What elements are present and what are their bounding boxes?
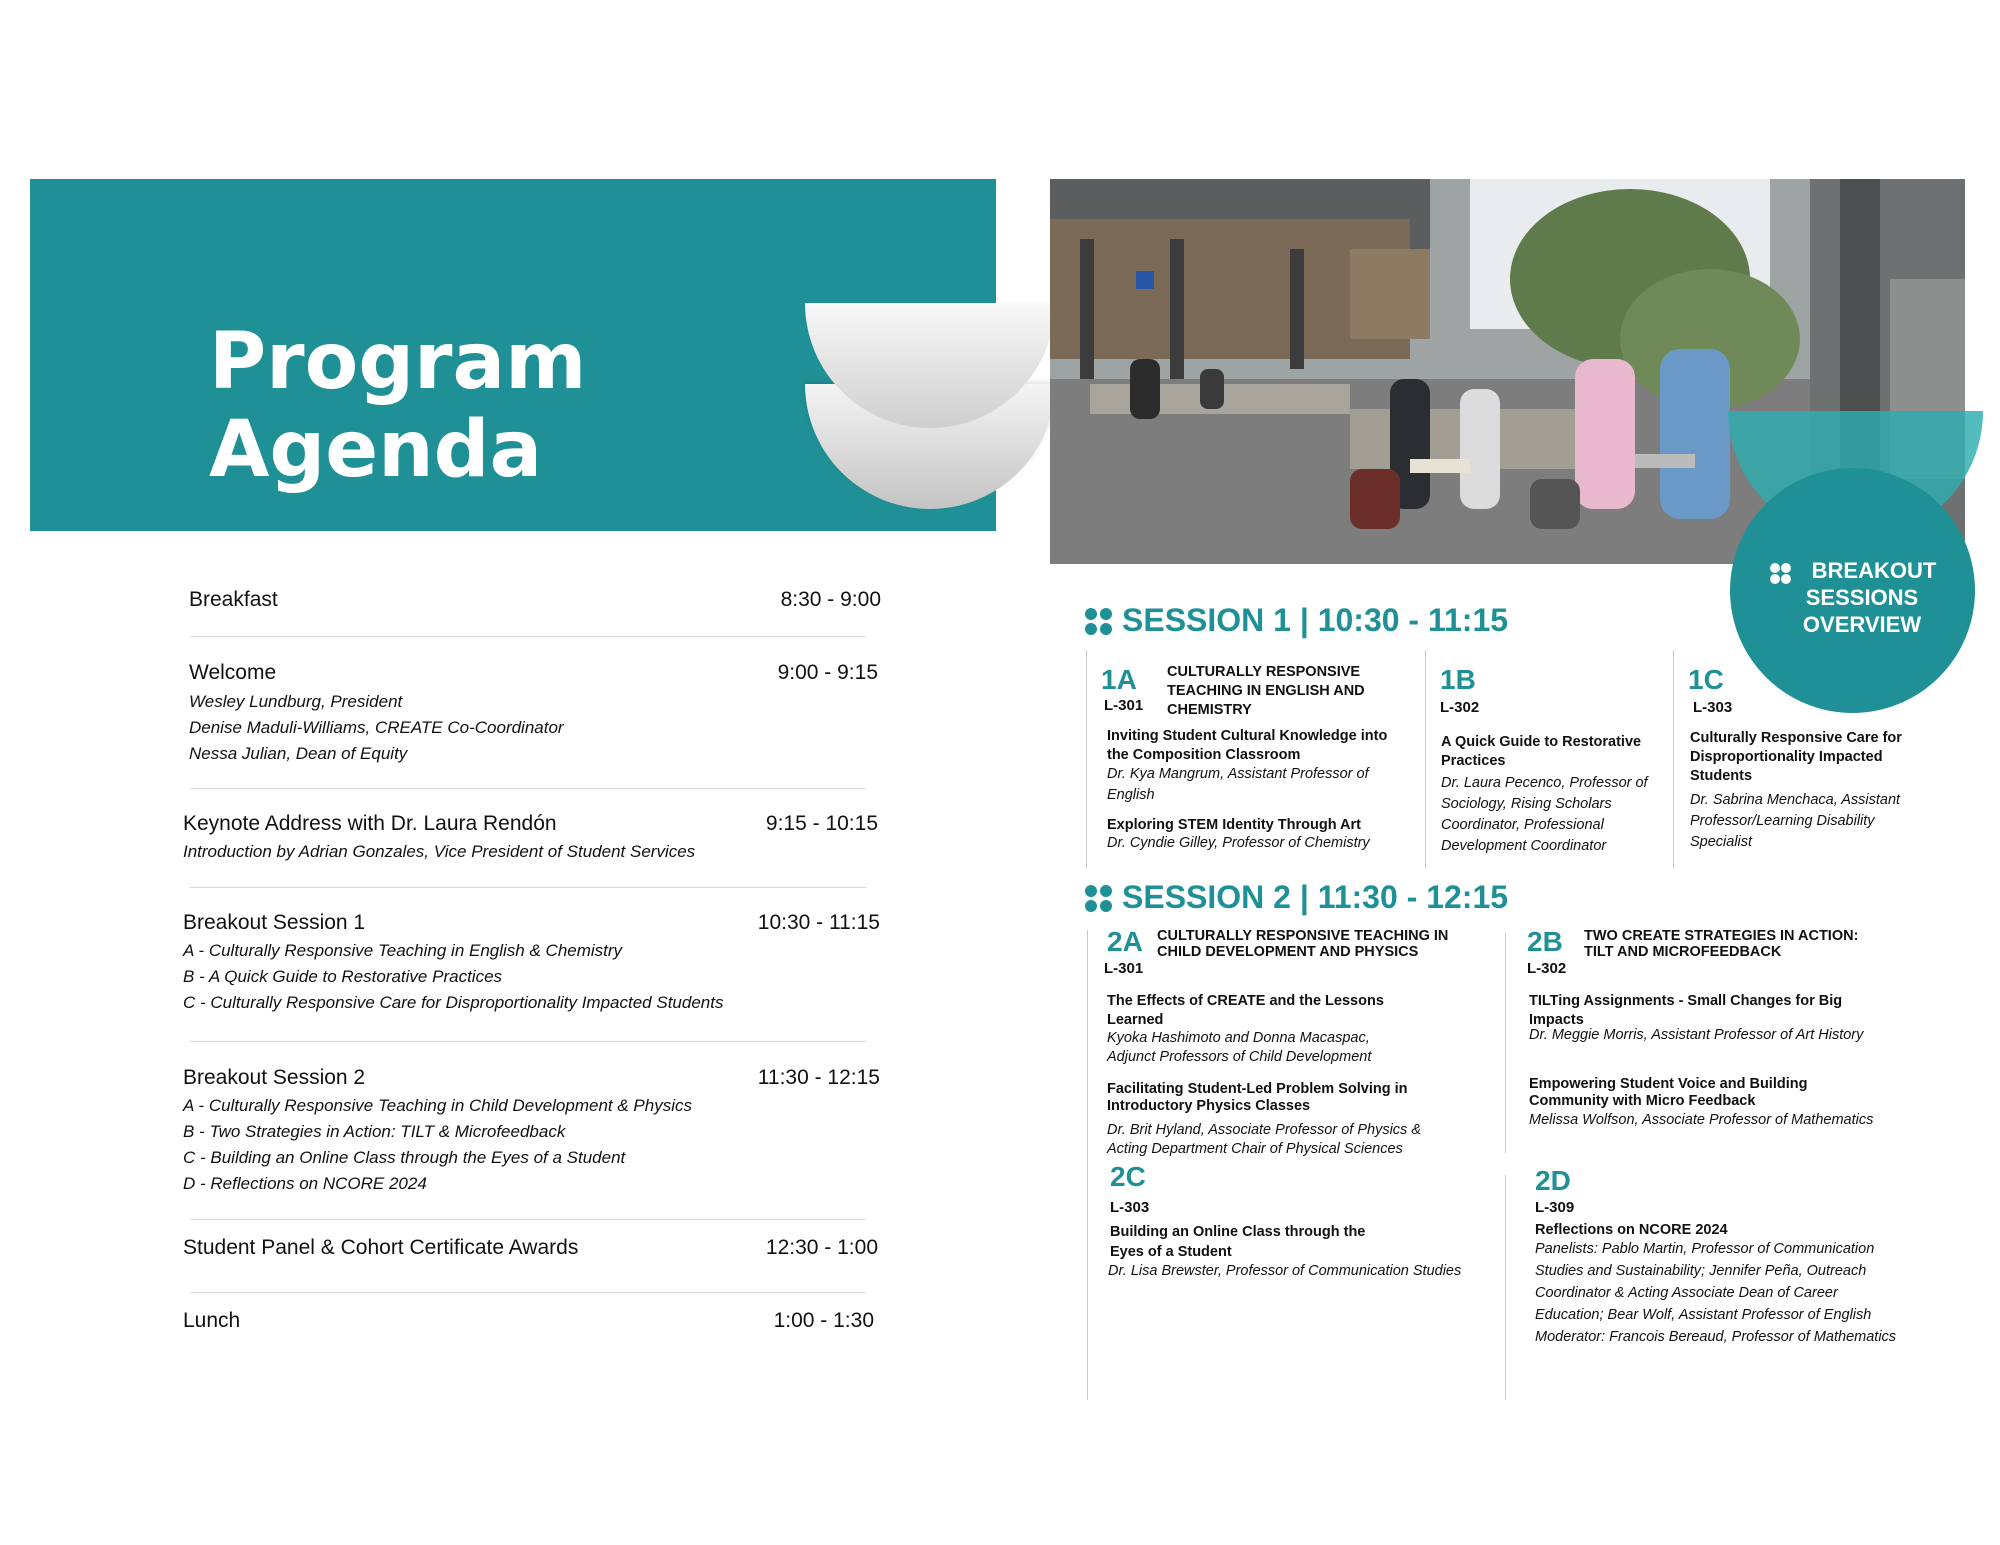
session-code: 2C bbox=[1110, 1161, 1146, 1192]
agenda-item-time: 9:00 - 9:15 bbox=[777, 661, 878, 684]
presenter: Dr. Brit Hyland, Associate Professor of Physics & Acting Department Chair of Physical Sciences bbox=[1107, 1122, 1422, 1157]
divider bbox=[190, 1219, 866, 1220]
agenda-item-detail: B - Two Strategies in Action: TILT & Microfeedback bbox=[183, 1122, 566, 1141]
room-label: L-301 bbox=[1104, 960, 1144, 977]
agenda-item-time: 9:15 - 10:15 bbox=[765, 812, 878, 835]
overview-line: OVERVIEW bbox=[1802, 612, 1922, 637]
agenda-item-time: 12:30 - 1:00 bbox=[765, 1236, 878, 1259]
session-theme: CULTURALLY RESPONSIVE TEACHING IN CHILD DEVELOPMENT AND PHYSICS bbox=[1157, 928, 1449, 960]
divider bbox=[1673, 650, 1674, 868]
agenda-item-title: Breakout Session 1 bbox=[183, 911, 366, 934]
talk-title: The Effects of CREATE and the Lessons Learned bbox=[1107, 993, 1384, 1028]
room-label: L-302 bbox=[1527, 960, 1567, 977]
agenda-item-time: 10:30 - 11:15 bbox=[757, 911, 880, 934]
divider bbox=[1505, 933, 1506, 1153]
presenter: Melissa Wolfson, Associate Professor of Mathematics bbox=[1529, 1112, 1874, 1128]
agenda-item-title: Keynote Address with Dr. Laura Rendón bbox=[183, 812, 557, 835]
session-code: 2D bbox=[1535, 1165, 1571, 1196]
presenter: Kyoka Hashimoto and Donna Macaspac, Adjunct Professors of Child Development bbox=[1107, 1030, 1372, 1065]
agenda-item-time: 11:30 - 12:15 bbox=[757, 1066, 880, 1089]
agenda-item-title: Breakfast bbox=[189, 588, 278, 611]
session-theme: TWO CREATE STRATEGIES IN ACTION: TILT AND MICROFEEDBACK bbox=[1584, 928, 1859, 960]
talk-title: Empowering Student Voice and Building Community with Micro Feedback bbox=[1529, 1076, 1808, 1109]
talk-title: Inviting Student Cultural Knowledge into the Composition Classroom bbox=[1107, 728, 1388, 763]
talk-title: Facilitating Student-Led Problem Solving in Introductory Physics Classes bbox=[1107, 1081, 1408, 1114]
session-code: 1B bbox=[1440, 664, 1476, 695]
presenter: Dr. Kya Mangrum, Assistant Professor of English bbox=[1107, 766, 1369, 803]
agenda-item-detail: D - Reflections on NCORE 2024 bbox=[183, 1174, 427, 1193]
overview-badge-label bbox=[1772, 557, 1952, 638]
presenter: Dr. Cyndie Gilley, Professor of Chemistry bbox=[1107, 835, 1370, 851]
session-code: 1C bbox=[1688, 664, 1724, 695]
talk-title: Building an Online Class through the Eyes of a Student bbox=[1110, 1224, 1366, 1260]
divider bbox=[1086, 650, 1087, 868]
presenter: Panelists: Pablo Martin, Professor of Communication Studies and Sustainability; Jennifer Peña, Outreach Coordinator & Acting Associate Dean of Career Education; Bear Wolf, Assistant Professor of English Moderator: Francois Bereaud, Professor of Mathematics bbox=[1535, 1241, 1897, 1345]
talk-title: Exploring STEM Identity Through Art bbox=[1107, 817, 1362, 833]
agenda-item-detail: Introduction by Adrian Gonzales, Vice President of Student Services bbox=[183, 842, 696, 861]
agenda-item-detail: C - Building an Online Class through the Eyes of a Student bbox=[183, 1148, 626, 1167]
talk-title: A Quick Guide to Restorative Practices bbox=[1441, 734, 1642, 769]
overview-line: SESSIONS bbox=[1805, 585, 1919, 610]
divider bbox=[190, 788, 866, 789]
presenter: Dr. Lisa Brewster, Professor of Communication Studies bbox=[1108, 1263, 1462, 1279]
agenda-item-title: Student Panel & Cohort Certificate Awards bbox=[183, 1236, 579, 1259]
agenda-item-detail: Nessa Julian, Dean of Equity bbox=[189, 744, 408, 763]
presenter: Dr. Laura Pecenco, Professor of Sociology, Rising Scholars Coordinator, Professional Development Coordinator bbox=[1441, 775, 1648, 854]
agenda-item-detail: A - Culturally Responsive Teaching in Child Development & Physics bbox=[183, 1096, 692, 1115]
room-label: L-302 bbox=[1440, 699, 1480, 716]
overview-line: BREAKOUT bbox=[1811, 558, 1937, 583]
clover-icon bbox=[1085, 885, 1113, 913]
session-1-heading: SESSION 1 | 10:30 - 11:15 bbox=[1122, 602, 1509, 638]
clover-icon bbox=[1085, 608, 1113, 636]
talk-title: Reflections on NCORE 2024 bbox=[1535, 1222, 1728, 1238]
session-code: 2A bbox=[1107, 926, 1143, 957]
agenda-item-title: Breakout Session 2 bbox=[183, 1066, 366, 1089]
divider bbox=[190, 887, 866, 888]
page-title-line1: Program bbox=[209, 317, 587, 407]
agenda-item-title: Lunch bbox=[183, 1309, 241, 1332]
agenda-item-detail: C - Culturally Responsive Care for Disproportionality Impacted Students bbox=[183, 993, 724, 1012]
agenda-item-detail: Wesley Lundburg, President bbox=[189, 692, 403, 711]
presenter: Dr. Sabrina Menchaca, Assistant Professor/Learning Disability Specialist bbox=[1690, 792, 1901, 850]
session-theme: CULTURALLY RESPONSIVE TEACHING IN ENGLISH AND CHEMISTRY bbox=[1167, 664, 1365, 718]
presenter: Dr. Meggie Morris, Assistant Professor of Art History bbox=[1529, 1027, 1864, 1043]
page-title-line2: Agenda bbox=[209, 405, 543, 495]
room-label: L-301 bbox=[1104, 697, 1144, 714]
divider bbox=[190, 1292, 866, 1293]
room-label: L-303 bbox=[1693, 699, 1733, 716]
divider bbox=[190, 636, 866, 637]
agenda-item-detail: A - Culturally Responsive Teaching in English & Chemistry bbox=[183, 941, 623, 960]
agenda-item-time: 1:00 - 1:30 bbox=[773, 1309, 874, 1332]
session-2-heading: SESSION 2 | 11:30 - 12:15 bbox=[1122, 879, 1509, 915]
divider bbox=[190, 1041, 866, 1042]
divider bbox=[1087, 930, 1088, 1400]
room-label: L-303 bbox=[1110, 1199, 1150, 1216]
agenda-item-time: 8:30 - 9:00 bbox=[780, 588, 881, 611]
agenda-item-detail: Denise Maduli-Williams, CREATE Co-Coordinator bbox=[189, 718, 564, 737]
session-code: 1A bbox=[1101, 664, 1137, 695]
agenda-item-detail: B - A Quick Guide to Restorative Practices bbox=[183, 967, 503, 986]
divider bbox=[1505, 1175, 1506, 1400]
talk-title: TILTing Assignments - Small Changes for Big Impacts bbox=[1529, 993, 1843, 1028]
session-code: 2B bbox=[1527, 926, 1563, 957]
agenda-item-title: Welcome bbox=[189, 661, 277, 684]
talk-title: Culturally Responsive Care for Disproportionality Impacted Students bbox=[1690, 730, 1902, 784]
clover-icon bbox=[1770, 563, 1792, 585]
room-label: L-309 bbox=[1535, 1199, 1575, 1216]
divider bbox=[1425, 650, 1426, 868]
